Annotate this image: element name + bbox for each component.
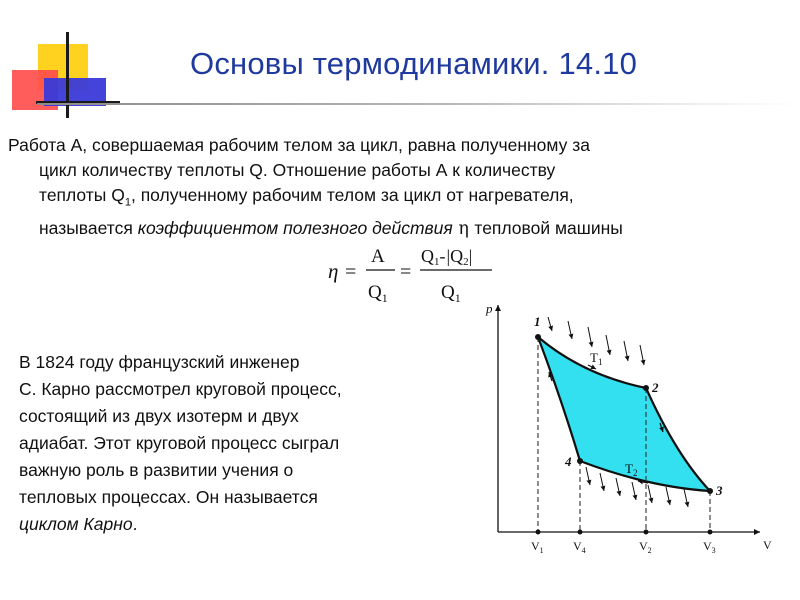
vertex-1 [535, 334, 541, 340]
page-title: Основы термодинамики. 14.10 [190, 46, 638, 81]
note-line-5: важную роль в развитии учения о [19, 460, 294, 480]
carnot-note [19, 349, 459, 538]
note-line-2: С. Карно рассмотрел круговой процесс, [19, 379, 342, 399]
paragraph-line-3 [8, 183, 798, 216]
tick-label-v3: $V_3$ [703, 539, 716, 555]
paragraph-line-3-sub: 1 [124, 196, 131, 209]
tick-v1 [536, 530, 541, 535]
paragraph-line-1: Работа А, совершаемая рабочим телом за цикл, равна полученному за [8, 135, 591, 155]
paragraph-line-3-pre: теплоты Q [39, 185, 125, 205]
note-line-4: адиабат. Этот круговой процесс сыграл [19, 433, 340, 453]
heat-in-arrow [640, 345, 644, 365]
heat-in-arrow [624, 341, 628, 361]
eta-symbol: η [452, 218, 475, 239]
paragraph-line-3-post: , полученному рабочим телом за цикл от нагревателя, [130, 185, 574, 205]
heat-out-arrow [666, 487, 670, 505]
logo-vertical-line [66, 32, 69, 118]
note-line-3: состоящий из двух изотерм и двух [19, 406, 299, 426]
point-label-1: 1 [534, 314, 541, 329]
point-label-3: 3 [716, 483, 723, 498]
heat-in-arrow [606, 335, 610, 355]
heat-out-arrow [616, 478, 620, 496]
p-axis-label: p [486, 301, 493, 316]
heat-in-arrow [588, 327, 592, 347]
vertex-3 [707, 488, 713, 494]
heat-out-arrow [648, 485, 652, 503]
formula-equals-2: = [400, 261, 412, 283]
efficiency-formula [325, 238, 505, 310]
vertex-2 [643, 385, 649, 391]
point-label-4: 4 [565, 454, 572, 469]
cycle-area [538, 337, 710, 491]
note-line-7-end: . [132, 514, 138, 534]
formula-denominator-1: $Q_1$ [368, 282, 388, 305]
paragraph-line-2: цикл количеству теплоты Q. Отношение работы А к количеству [39, 160, 556, 180]
note-line-6: тепловых процессах. Он называется [19, 487, 318, 507]
isotherm-t1-label: $T_1$ [590, 350, 603, 367]
tick-label-v4: $V_4$ [573, 539, 586, 555]
tick-label-v2: $V_2$ [639, 539, 652, 555]
decorative-logo [0, 0, 120, 120]
formula-equals-1: = [345, 261, 357, 283]
heat-in-arrow [568, 321, 572, 339]
tick-v4 [578, 530, 583, 535]
carnot-cycle-diagram [488, 295, 793, 560]
note-line-7 [19, 511, 459, 538]
tick-label-v1: $V_1$ [531, 539, 544, 555]
point-label-2: 2 [652, 380, 659, 395]
formula-numerator-1: A [371, 246, 385, 267]
carnot-cycle-term: циклом Карно [19, 514, 133, 534]
heat-out-arrow [632, 482, 636, 500]
formula-denominator-2: $Q_1$ [441, 282, 461, 305]
paragraph-line-4-pre: называется [39, 217, 138, 238]
heat-in-arrow [548, 317, 552, 331]
heat-out-arrow [684, 489, 688, 507]
efficiency-term: коэффициентом полезного действия [137, 217, 453, 238]
heat-out-arrow [586, 467, 590, 485]
tick-v2 [644, 530, 649, 535]
note-line-1: В 1824 году французский инженер [19, 352, 300, 372]
title-divider [37, 103, 800, 105]
v-axis-label: V [763, 538, 772, 552]
definition-paragraph [8, 133, 798, 242]
vertex-4 [577, 458, 583, 464]
formula-numerator-2: Q1-|Q2| [421, 246, 473, 268]
paragraph-line-4-post: тепловой машины [474, 217, 623, 238]
formula-eta: η [328, 259, 339, 283]
tick-v3 [708, 530, 713, 535]
heat-out-arrow [600, 473, 604, 491]
isotherm-t2-label: $T_2$ [625, 461, 638, 478]
